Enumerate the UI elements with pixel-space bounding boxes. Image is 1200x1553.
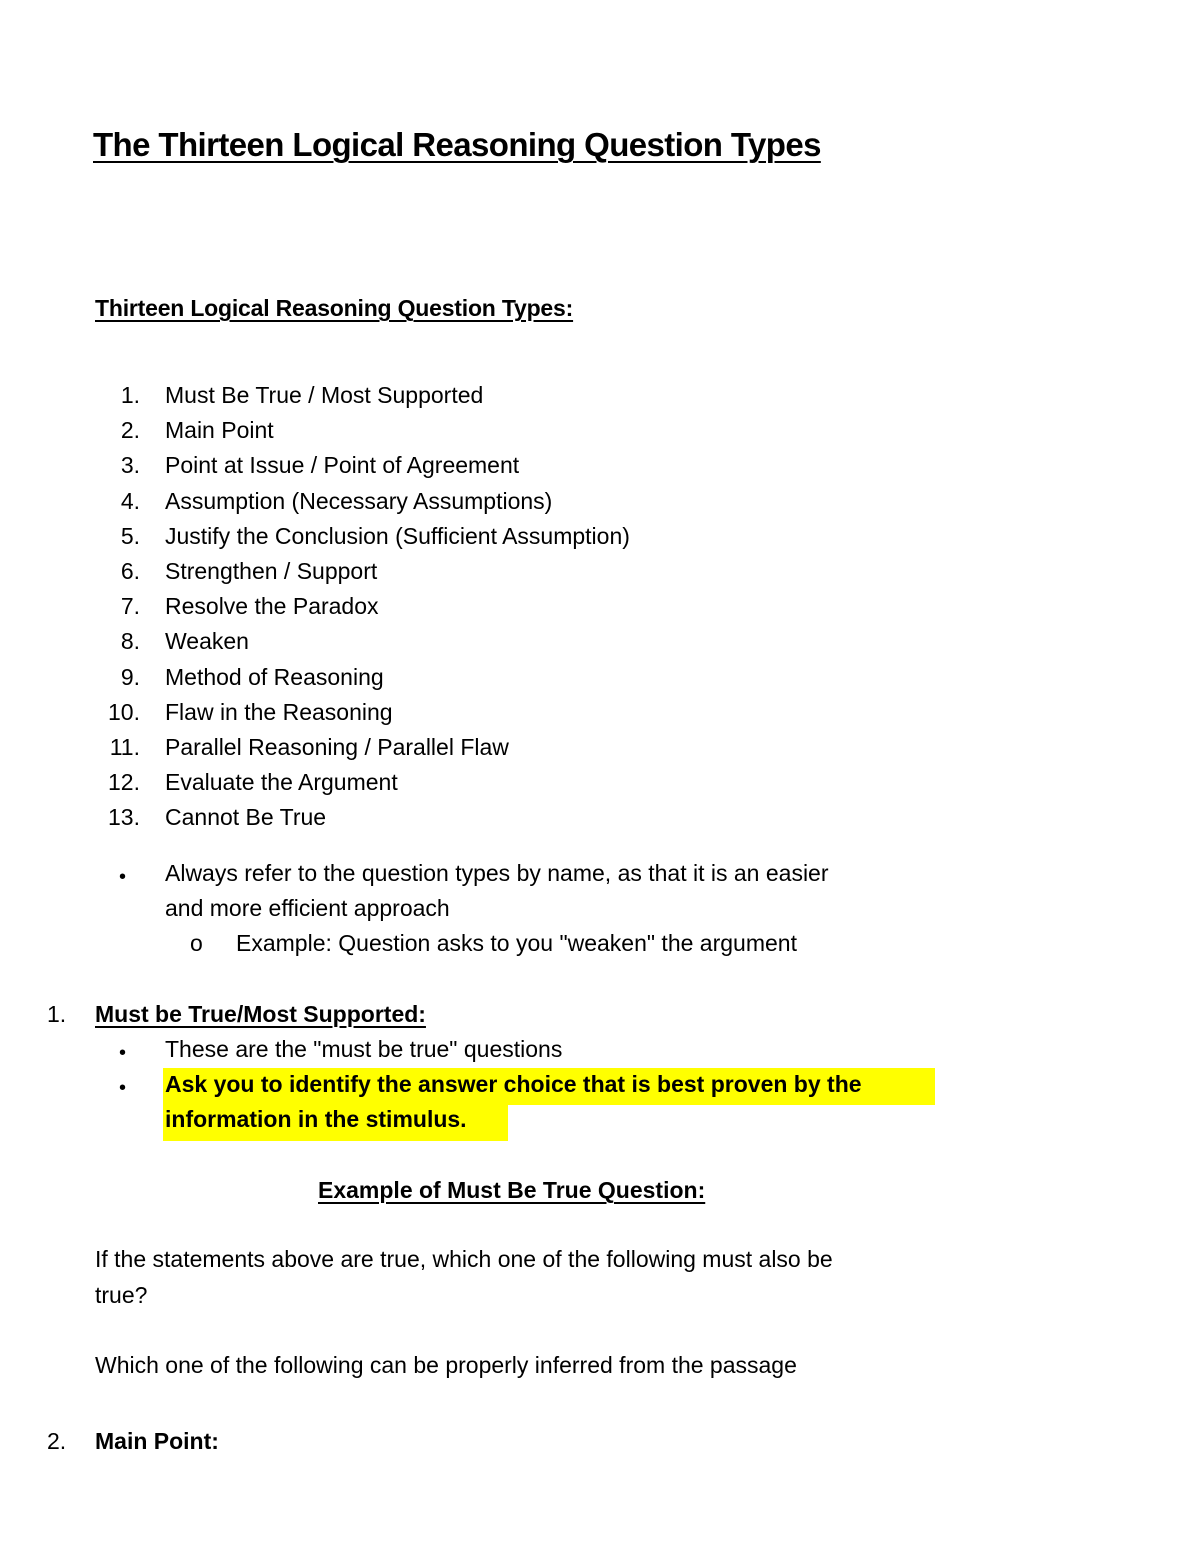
question-type-number: 13. <box>108 804 140 831</box>
question-type-label: Main Point <box>165 417 274 444</box>
example-question-2: Which one of the following can be properly inferred from the passage <box>95 1352 797 1378</box>
question-type-number: 6. <box>120 558 140 584</box>
question-type-label: Method of Reasoning <box>165 663 384 690</box>
question-type-number: 12. <box>108 769 140 796</box>
tip-line-1: Always refer to the question types by name, as that it is an easier <box>165 860 829 886</box>
question-type-number: 9. <box>120 663 140 690</box>
types-heading: Thirteen Logical Reasoning Question Types: <box>95 295 574 321</box>
section-1-point-2-line-2: information in the stimulus. <box>165 1106 467 1132</box>
section-1-bullet-2: • <box>119 1077 127 1099</box>
tip-example-text: Example: Question asks to you "weaken" the argument <box>236 930 797 956</box>
tip-bullet: • <box>119 866 127 888</box>
question-type-number: 2. <box>120 417 140 444</box>
question-type-label: Point at Issue / Point of Agreement <box>165 452 520 479</box>
section-2-cutoff <box>0 1420 1200 1454</box>
example-heading: Example of Must Be True Question: <box>318 1177 706 1203</box>
question-type-label: Strengthen / Support <box>165 558 378 584</box>
question-type-number: 5. <box>120 522 140 549</box>
question-type-label: Weaken <box>165 628 249 655</box>
question-type-number: 11. <box>109 734 140 760</box>
question-type-label: Resolve the Paradox <box>165 593 379 620</box>
section-1-heading: Must be True/Most Supported: <box>95 1001 426 1027</box>
question-type-label: Flaw in the Reasoning <box>165 698 393 725</box>
question-type-number: 4. <box>120 487 140 514</box>
section-1-bullet-1: • <box>119 1042 127 1064</box>
section-2-heading: Main Point: <box>95 1428 219 1454</box>
example-question-1-line-1: If the statements above are true, which one of the following must also be <box>95 1246 833 1272</box>
section-2-number: 2. <box>47 1428 67 1454</box>
section-1-point-1: These are the "must be true" questions <box>165 1036 563 1062</box>
question-type-label: Assumption (Necessary Assumptions) <box>165 487 553 514</box>
question-type-number: 3. <box>120 452 140 479</box>
question-type-label: Must Be True / Most Supported <box>165 382 484 408</box>
question-type-label: Cannot Be True <box>165 804 327 831</box>
section-1-number: 1. <box>47 1001 67 1027</box>
question-type-label: Evaluate the Argument <box>165 769 398 796</box>
question-type-number: 7. <box>120 593 140 620</box>
question-type-label: Justify the Conclusion (Sufficient Assumption) <box>165 522 630 549</box>
question-type-label: Parallel Reasoning / Parallel Flaw <box>165 734 509 760</box>
document-title: The Thirteen Logical Reasoning Question Types <box>93 126 821 163</box>
question-type-number: 8. <box>120 628 140 655</box>
question-type-number: 1. <box>120 382 140 408</box>
tip-sub-bullet: o <box>190 930 203 956</box>
tip-line-2: and more efficient approach <box>165 895 450 921</box>
section-1-point-2-line-1: Ask you to identify the answer choice that is best proven by the <box>165 1071 862 1097</box>
question-type-number: 10. <box>108 698 140 725</box>
example-question-1-line-2: true? <box>95 1282 148 1308</box>
